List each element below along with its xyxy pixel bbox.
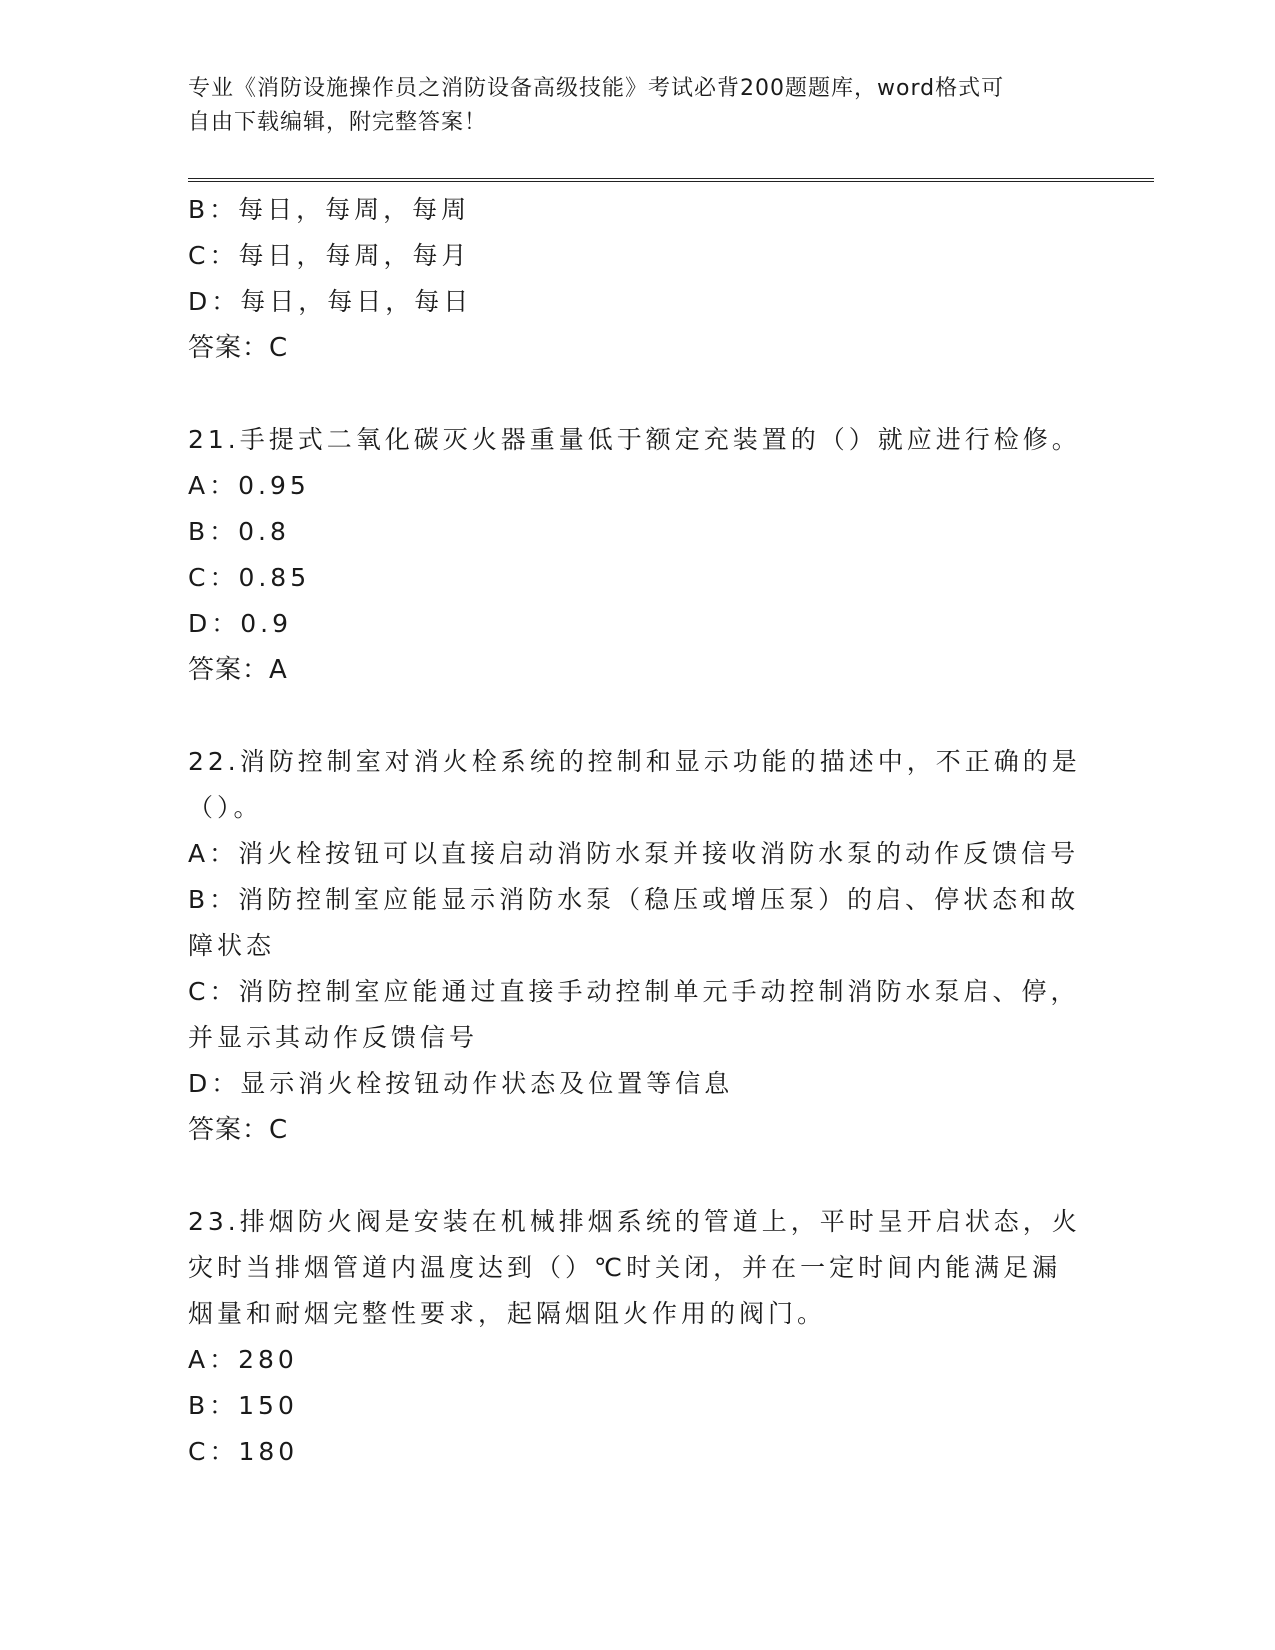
option-c-line-1: C：消防控制室应能通过直接手动控制单元手动控制消防水泵启、停，	[188, 977, 1080, 1006]
answer: 答案：C	[188, 333, 289, 363]
option-b-line-2: 障状态	[188, 931, 276, 960]
option-c: C：0.85	[188, 563, 311, 592]
option-a: A：消火栓按钮可以直接启动消防水泵并接收消防水泵的动作反馈信号	[188, 839, 1080, 868]
document-header	[188, 72, 1068, 140]
header-title-line-1: 专业《消防设施操作员之消防设备高级技能》考试必背200题题库，word格式可	[188, 76, 1005, 101]
option-c: C：180	[188, 1437, 299, 1466]
question-22	[188, 739, 1088, 1153]
option-c: C：每日，每周，每月	[188, 241, 471, 270]
spacer	[188, 693, 1088, 739]
option-b: B：0.8	[188, 517, 290, 546]
option-a: A：0.95	[188, 471, 310, 500]
spacer	[188, 1153, 1088, 1199]
option-a: A：280	[188, 1345, 298, 1374]
header-title-line-2: 自由下载编辑，附完整答案！	[188, 110, 488, 135]
option-b: B：150	[188, 1391, 298, 1420]
spacer	[188, 371, 1088, 417]
question-text-line-3: 烟量和耐烟完整性要求，起隔烟阻火作用的阀门。	[188, 1299, 827, 1328]
question-23	[188, 1199, 1088, 1475]
option-b: B：每日，每周，每周	[188, 195, 471, 224]
option-c-line-2: 并显示其动作反馈信号	[188, 1023, 479, 1052]
option-d: D：显示消火栓按钮动作状态及位置等信息	[188, 1069, 734, 1098]
question-content	[188, 187, 1088, 1475]
question-text-line-1: 23.排烟防火阀是安装在机械排烟系统的管道上，平时呈开启状态，火	[188, 1207, 1081, 1236]
question-text-line-2: （）。	[188, 793, 263, 822]
question-text-line-2: 灾时当排烟管道内温度达到（）℃时关闭，并在一定时间内能满足漏	[188, 1253, 1062, 1282]
question-20-tail	[188, 187, 1088, 371]
option-d: D：0.9	[188, 609, 293, 638]
answer: 答案：A	[188, 655, 288, 685]
answer: 答案：C	[188, 1115, 289, 1145]
option-b-line-1: B：消防控制室应能显示消防水泵（稳压或增压泵）的启、停状态和故	[188, 885, 1080, 914]
question-21	[188, 417, 1088, 693]
option-d: D：每日，每日，每日	[188, 287, 473, 316]
question-text: 21.手提式二氧化碳灭火器重量低于额定充装置的（）就应进行检修。	[188, 425, 1081, 454]
header-divider	[188, 178, 1154, 182]
question-text-line-1: 22.消防控制室对消火栓系统的控制和显示功能的描述中，不正确的是	[188, 747, 1081, 776]
